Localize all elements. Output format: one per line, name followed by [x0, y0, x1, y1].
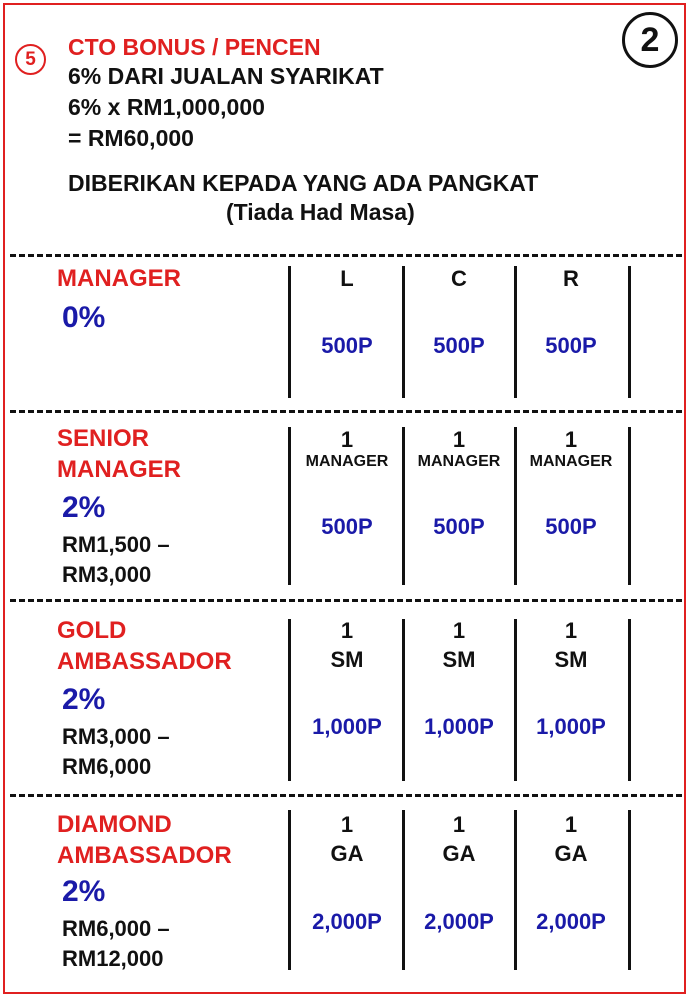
- leg-points: 1,000P: [424, 714, 494, 739]
- leg-points: 2,000P: [312, 909, 382, 934]
- column-line: [288, 266, 291, 398]
- divider: [10, 254, 682, 257]
- leg-right-label: R: [563, 266, 579, 291]
- leg-requirement: MANAGER: [305, 453, 389, 470]
- leg-requirement: GA: [554, 841, 588, 866]
- divider: [10, 794, 682, 797]
- column-line: [628, 266, 631, 398]
- rank-percent: 0%: [62, 301, 106, 334]
- column-line: [288, 810, 291, 970]
- divider: [10, 599, 682, 602]
- leg-count: 1: [340, 618, 354, 643]
- leg-points: 500P: [545, 514, 597, 539]
- leg-center-label: C: [451, 266, 467, 291]
- leg-requirement: MANAGER: [417, 453, 501, 470]
- bonus-line-3: = RM60,000: [68, 125, 194, 151]
- leg-count: 1: [340, 812, 354, 837]
- leg-points: 500P: [433, 333, 485, 358]
- leg-points: 500P: [321, 333, 373, 358]
- rank-name: GOLD: [57, 617, 127, 644]
- leg-count: 1: [452, 427, 466, 452]
- rank-name: MANAGER: [57, 456, 181, 483]
- leg-count: 1: [564, 812, 578, 837]
- column-line: [628, 810, 631, 970]
- rank-name: DIAMOND: [57, 811, 172, 838]
- column-line: [628, 619, 631, 781]
- leg-points: 2,000P: [536, 909, 606, 934]
- rank-percent: 2%: [62, 683, 106, 716]
- leg-count: 1: [452, 618, 466, 643]
- rank-name: SENIOR: [57, 425, 150, 452]
- column-line: [628, 427, 631, 585]
- rank-name: AMBASSADOR: [57, 842, 232, 869]
- leg-points: 1,000P: [536, 714, 606, 739]
- step-badge: 5: [15, 44, 46, 75]
- leg-points: 500P: [433, 514, 485, 539]
- bonus-range: RM6,000 –: [62, 916, 170, 941]
- bonus-line-1: 6% DARI JUALAN SYARIKAT: [68, 63, 384, 89]
- column-line: [288, 619, 291, 781]
- leg-points: 500P: [545, 333, 597, 358]
- leg-left-label: L: [340, 266, 354, 291]
- leg-count: 1: [452, 812, 466, 837]
- bonus-range: RM6,000: [62, 754, 152, 779]
- bonus-line-2: 6% x RM1,000,000: [68, 94, 265, 120]
- leg-requirement: GA: [330, 841, 364, 866]
- divider: [10, 410, 682, 413]
- rank-name: MANAGER: [57, 265, 181, 292]
- leg-requirement: GA: [442, 841, 476, 866]
- rank-name: AMBASSADOR: [57, 648, 232, 675]
- leg-requirement: SM: [442, 647, 476, 672]
- rank-percent: 2%: [62, 491, 106, 524]
- eligibility-note: DIBERIKAN KEPADA YANG ADA PANGKAT: [68, 170, 539, 196]
- leg-count: 1: [564, 618, 578, 643]
- leg-count: 1: [564, 427, 578, 452]
- duration-note: (Tiada Had Masa): [226, 199, 415, 225]
- column-line: [288, 427, 291, 585]
- bonus-range: RM1,500 –: [62, 532, 170, 557]
- leg-requirement: SM: [330, 647, 364, 672]
- leg-points: 1,000P: [312, 714, 382, 739]
- bonus-range: RM12,000: [62, 946, 164, 971]
- leg-count: 1: [340, 427, 354, 452]
- leg-requirement: MANAGER: [529, 453, 613, 470]
- leg-requirement: SM: [554, 647, 588, 672]
- bonus-title: CTO BONUS / PENCEN: [68, 34, 321, 60]
- leg-points: 500P: [321, 514, 373, 539]
- bonus-range: RM3,000 –: [62, 724, 170, 749]
- page-number-badge: 2: [622, 12, 678, 68]
- bonus-range: RM3,000: [62, 562, 152, 587]
- rank-percent: 2%: [62, 875, 106, 908]
- leg-points: 2,000P: [424, 909, 494, 934]
